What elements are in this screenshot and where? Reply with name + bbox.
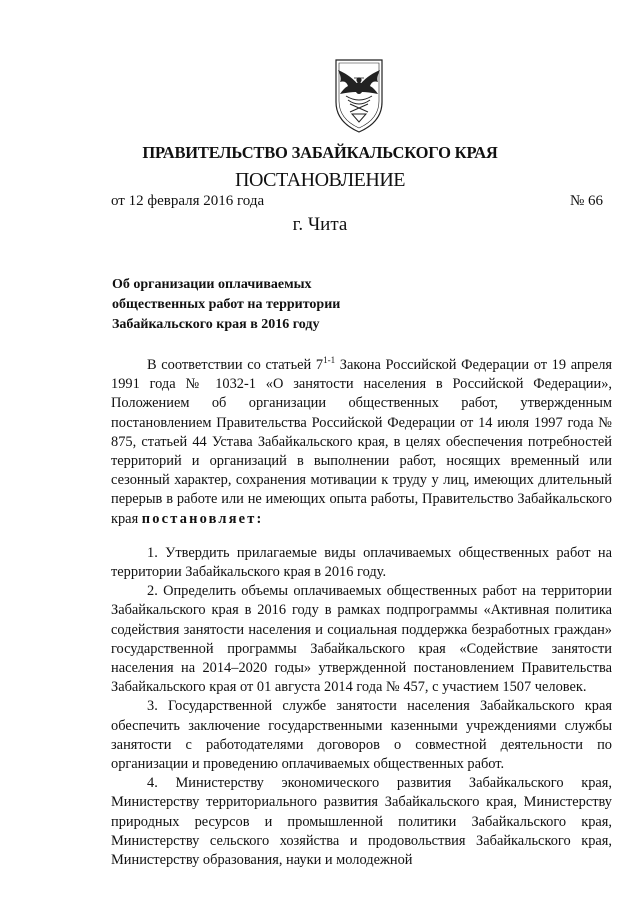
resolution-item-3: 3. Государственной службе занятости населения Забайкальского края обеспечить заключение государственными казенными учреждениями службы занятости с работодателями договоров о совместной деятельности по организации и проведению оплачиваемых общественных работ. — [111, 698, 612, 773]
resolves-word: постановляет: — [141, 510, 264, 527]
article-superscript: 1-1 — [323, 355, 336, 366]
document-subject — [112, 275, 382, 335]
subject-line: общественных работ на территории — [112, 297, 341, 312]
document-city: г. Чита — [292, 214, 348, 235]
document-number: № 66 — [570, 193, 604, 209]
preamble-text-start: В соответствии со статьей 7 — [147, 357, 324, 373]
resolution-item-2: 2. Определить объемы оплачиваемых общественных работ на территории Забайкальского края в 2016 году в рамках подпрограммы «Активная политика содействия занятости населения и социальная поддержка безработных граждан» государственной программы Забайкальского края «Содействие занятости населения на 2014–2020 годы» утвержденной постановлением Правительства Забайкальского края от 01 августа 2014 года № 457, с участием 1507 человек. — [111, 583, 612, 696]
document-date: от 12 февраля 2016 года — [111, 193, 265, 209]
subject-line: Об организации оплачиваемых — [112, 277, 312, 292]
document-type: ПОСТАНОВЛЕНИЕ — [235, 169, 405, 191]
organization-title: ПРАВИТЕЛЬСТВО ЗАБАЙКАЛЬСКОГО КРАЯ — [142, 143, 498, 162]
coat-of-arms-icon — [326, 56, 392, 136]
subject-line: Забайкальского края в 2016 году — [112, 317, 320, 332]
resolution-item-4: 4. Министерству экономического развития Забайкальского края, Министерству территориального развития Забайкальского края, Министерству природных ресурсов и промышленной политики Забайкальского края, Министерству сельского хозяйства и продовольствия Забайкальского края, Министерству образования, науки и молодежной — [111, 775, 612, 869]
preamble-text: Закона Российской Федерации от 19 апреля 1991 года № 1032-1 «О занятости населения в Российской Федерации», Положением об организации общественных работ, утвержденным постановлением Правительства Российской Федерации от 14 июля 1997 года № 875, статьей 44 Устава Забайкальского края, в целях обеспечения потребностей территорий и организаций в выполнении работ, носящих временный или сезонный характер, сохранения мотивации к труду у лиц, имеющих длительный перерыв в работе или не имеющих опыта работы, Правительство Забайкальского края — [111, 357, 613, 527]
preamble-paragraph — [111, 356, 612, 529]
resolution-item-1: 1. Утвердить прилагаемые виды оплачиваемых общественных работ на территории Забайкальского края в 2016 году. — [111, 544, 612, 581]
document-body — [111, 356, 612, 870]
